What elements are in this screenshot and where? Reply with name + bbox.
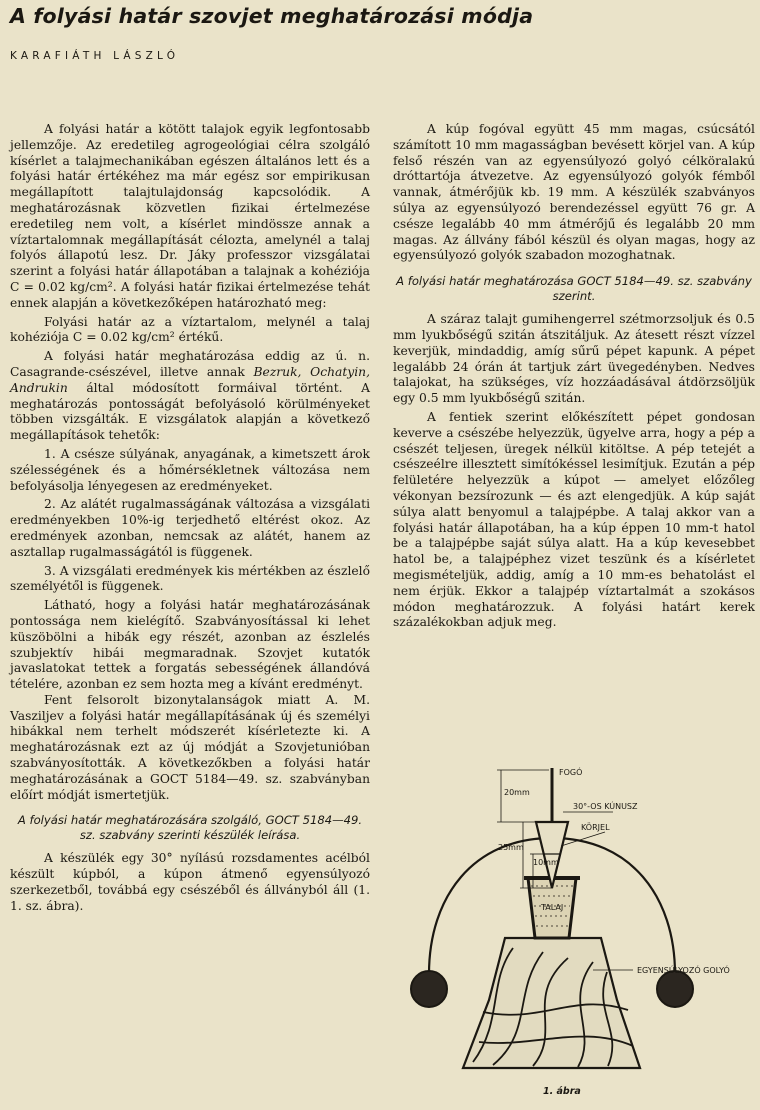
balance-ball-right <box>657 971 693 1007</box>
text-run: által módosított formáival történt. A meghatározás pontosságát befolyásoló körülményeket többen vizsgálták. E vizsgálatok alapján a következő megállapítások tehetők: <box>10 380 370 443</box>
figure-caption: 1. ábra <box>543 1086 581 1097</box>
paragraph: Folyási határ az a víztartalom, melynél a talaj kohéziója C = 0.02 kg/cm² értékű. <box>10 314 370 345</box>
paragraph: A kúp fogóval együtt 45 mm magas, csúcsától számított 10 mm magasságban bevésett körjel van. A kúp felső részén van az egyensúlyozó golyó célköralakú dróttartója átvezetve. Az egyensúlyozó golyók fémből vannak, átmérőjük kb. 19 mm. A készülék szabványos súlya az egyensúlyozó berendezéssel együtt 76 gr. A csésze legalább 40 mm átmérőjű és legalább 20 mm magas. Az állvány fából készül és olyan magas, hogy az egyensúlyozó golyók szabadon mozoghatnak. <box>393 122 755 263</box>
label-ball: EGYENSÚLYOZÓ GOLYÓ <box>637 966 730 975</box>
label-20mm: 20mm <box>504 788 530 797</box>
label-10mm: 10mm <box>533 858 559 867</box>
article-title: A folyási határ szovjet meghatározási módja <box>10 4 534 28</box>
figure-apparatus <box>393 762 755 1102</box>
paragraph: A készülék egy 30° nyílású rozsdamentes acélból készült kúpból, a kúpon átmenő egyensúlyozó szerkezetből, továbbá egy csészéből és állványból áll (1. 1. sz. ábra). <box>10 851 370 913</box>
section-heading: A folyási határ meghatározása GOCT 5184—49. sz. szabvány szerint. <box>396 274 752 304</box>
paragraph: A fentiek szerint előkészített pépet gondosan keverve a csészébe helyezzük, ügyelve arra, hogy a pép a csészét teljesen, üregek nélkül kitöltse. A pép tetejét a csészeélre illesztett simítókéssel lesimítjuk. Ezután a pép felületére helyezzük a kúpot — amelyet előzőleg vékonyan bezsírozunk — és azt elengedjük. A kúp saját súlya alatt benyomul a talajpépbe. A talaj akkor van a folyási határ állapotában, ha a kúp éppen 10 mm-t hatol be a talajpépbe saját súlya alatt. Ha a kúp kevesebbet hatol be, a talajpéphez vizet teszünk és a kísérletet megismételjük, addig, amíg a 10 mm-es behatolást el nem érjük. Ekkor a talajpép víztartalmát a szokásos módon meghatározzuk. A folyási határt kerek százalékokban adjuk meg. <box>393 409 755 630</box>
right-column <box>393 122 755 631</box>
list-item: 2. Az alátét rugalmasságának változása a vizsgálati eredményekben 10%-ig terjedhető eltérést okoz. Az eredmények azonban, nemcsak az alátét, hanem az asztallap rugalmasságától is függenek. <box>10 497 370 559</box>
label-handle: FOGÓ <box>559 768 583 777</box>
left-column <box>10 122 370 915</box>
label-ring: KÖRJEL <box>581 823 610 832</box>
label-soil: TALAJ <box>541 903 564 912</box>
list-item: 1. A csésze súlyának, anyagának, a kimetszett árok szélességének és a hőmérsékletnek változása nem befolyásolja lényegesen az eredményeket. <box>10 446 370 493</box>
paragraph <box>10 349 370 444</box>
label-25mm: 25mm <box>498 843 524 852</box>
paragraph: Fent felsorolt bizonytalanságok miatt A. M. Vasziljev a folyási határ megállapításának új és személyi hibákkal nem terhelt módszerét kísérletezte ki. A meghatározásnak ezt az új módját a Szovjetunióban szabványosították. A következőkben a folyási határ meghatározásának a GOCT 5184—49. sz. szabványban előírt módját ismertetjük. <box>10 692 370 802</box>
article-author: KARAFIÁTH LÁSZLÓ <box>10 50 180 62</box>
section-heading: A folyási határ meghatározására szolgáló, GOCT 5184—49. sz. szabvány szerinti készülék leírása. <box>17 813 363 843</box>
stand-base <box>463 938 640 1068</box>
label-cone: 30°-OS KÚNUSZ <box>573 802 638 811</box>
text-run: A folyási határ meghatározása eddig az ú. n. Casagrande-csészével, illetve annak <box>10 349 370 379</box>
list-item: 3. A vizsgálati eredmények kis mértékben az észlelő személyétől is függenek. <box>10 563 370 594</box>
balance-ball-left <box>411 971 447 1007</box>
apparatus-diagram <box>393 762 755 1102</box>
paragraph: A folyási határ a kötött talajok egyik legfontosabb jellemzője. Az eredetileg agrogeológiai célra szolgáló kísérlet a talajmechanikában egészen általános lett és a folyási határ értékéhez ma már egész sor empirikusan megállapított talajtulajdonság kapcsolódik. A meghatározásnak közvetlen fizikai értelmezése eredetileg nem volt, a kísérlet mindössze annak a víztartalomnak megállapítását célozta, amelynél a talaj folyós állapotú lesz. Dr. Jáky professzor vizsgálatai szerint a folyási határ állapotában a talajnak a kohéziója C = 0.02 kg/cm². A folyási határ fizikai értelmezése tehát ennek alapján a következőképen határozható meg: <box>10 122 370 310</box>
paragraph: Látható, hogy a folyási határ meghatározásának pontossága nem kielégítő. Szabványosítással ki lehet küszöbölni a hibák egy részét, azonban az észlelés szubjektív hibái megmaradnak. Szovjet kutatók javaslatokat tettek a forgatás sebességének állandóvá tételére, azonban ez sem hozta meg a kívánt eredményt. <box>10 598 370 692</box>
paragraph: A száraz talajt gumihengerrel szétmorzsoljuk és 0.5 mm lyukbőségű szitán átszitáljuk. Az átesett részt vízzel keverjük, mindaddig, amíg sűrű pépet kapunk. A pépet legalább 24 órán át tartjuk zárt üvegedényben. Nedves talajokat, ha szükséges, víz hozzáadásával átdörzsöljük egy 0.5 mm lyukbőségű szitán. <box>393 312 755 406</box>
author-names: Bezruk, Ochatyin, Andrukin <box>10 364 371 395</box>
